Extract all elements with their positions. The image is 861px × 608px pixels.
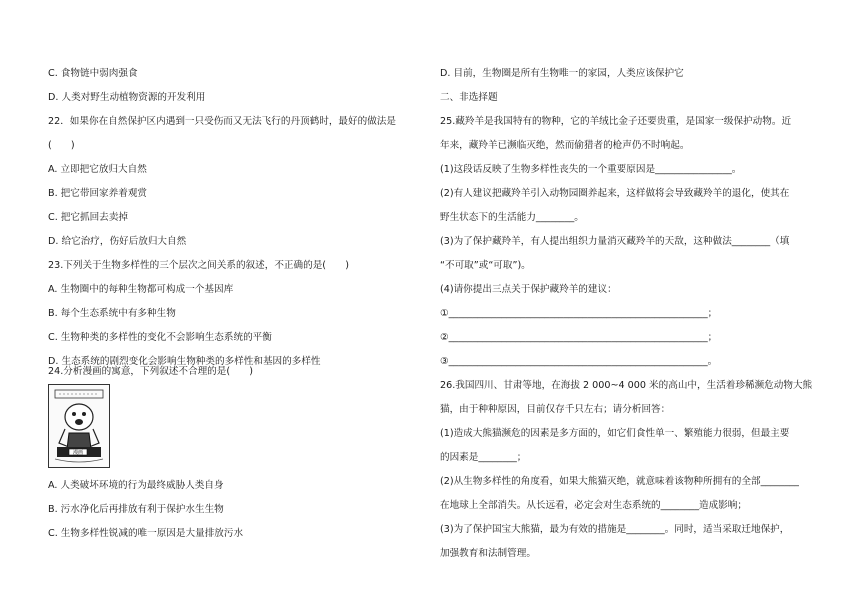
q22-option-b: B. 把它带回家养着观赏 <box>48 188 148 199</box>
q23-option-c: C. 生物种类的多样性的变化不会影响生态系统的平衡 <box>48 332 272 343</box>
q26-part1-line2: 的因素是________； <box>440 452 527 463</box>
comic-drawing <box>49 385 109 467</box>
q25-part3-line1: (3)为了保护藏羚羊，有人提出组织力量消灭藏羚羊的天敌，这种做法________（填 <box>440 236 790 247</box>
q26-part3-line2: 加强教育和法制管理。 <box>440 548 536 559</box>
section-heading: 二、非选择题 <box>440 92 498 103</box>
q23-option-d: D. 生态系统的剧烈变化会影响生物种类的多样性和基因的多样性 <box>48 356 321 367</box>
q25-part2-line2: 野生状态下的生活能力________。 <box>440 212 584 223</box>
comic-label: 漫画 <box>72 450 84 456</box>
q24-option-a: A. 人类破坏环境的行为最终威胁人类自身 <box>48 480 224 491</box>
q26-part2-line2: 在地球上全部消失。从长远看，必定会对生态系统的________造成影响； <box>440 500 747 511</box>
q26-part2-line1: (2)从生物多样性的角度看，如果大熊猫灭绝，就意味着该物种所拥有的全部________ <box>440 476 799 487</box>
q25-part1: (1)这段话反映了生物多样性丧失的一个重要原因是________________。 <box>440 164 742 175</box>
q26-part3-line1: (3)为了保护国宝大熊猫，最为有效的措施是________。同时，适当采取迁地保护， <box>440 524 790 535</box>
q22-stem: 22．如果你在自然保护区内遇到一只受伤而又无法飞行的丹顶鹤时，最好的做法是 <box>48 116 396 127</box>
q21-option-c: C. 食物链中弱肉强食 <box>48 68 138 79</box>
q22-option-a: A. 立即把它放归大自然 <box>48 164 147 175</box>
q22-paren: ( ) <box>48 140 75 151</box>
q26-passage-line1: 26.我国四川、甘肃等地，在海拔 2 000~4 000 米的高山中，生活着珍稀濒危动物大熊 <box>440 380 813 391</box>
q25-suggestion-1: ①______________________________________________________； <box>440 308 718 319</box>
q23-option-b: B. 每个生态系统中有多种生物 <box>48 308 176 319</box>
q23-stem: 23.下列关于生物多样性的三个层次之间关系的叙述，不正确的是( ) <box>48 260 349 271</box>
q25-suggestion-2: ②______________________________________________________； <box>440 332 718 343</box>
q25-suggestion-3: ③______________________________________________________。 <box>440 356 718 367</box>
q23-option-a: A. 生物圈中的每种生物都可构成一个基因库 <box>48 284 234 295</box>
q24-option-d: D. 目前，生物圈是所有生物唯一的家园，人类应该保护它 <box>440 68 684 79</box>
q25-part4: (4)请你提出三点关于保护藏羚羊的建议： <box>440 284 617 295</box>
comic-image <box>48 384 110 468</box>
q25-passage-line1: 25.藏羚羊是我国特有的物种，它的羊绒比金子还要贵重，是国家一级保护动物。近 <box>440 116 792 127</box>
q25-passage-line2: 年来，藏羚羊已濒临灭绝，然而偷猎者的枪声仍不时响起。 <box>440 140 690 151</box>
q24-stem: 24.分析漫画的寓意，下列叙述不合理的是( ) <box>48 366 254 377</box>
q21-option-d: D. 人类对野生动植物资源的开发利用 <box>48 92 206 103</box>
q22-option-c: C. 把它抓回去卖掉 <box>48 212 128 223</box>
q25-part2-line1: (2)有人建议把藏羚羊引入动物园圈养起来，这样做将会导致藏羚羊的退化，使其在 <box>440 188 790 199</box>
q24-option-b: B. 污水净化后再排放有利于保护水生生物 <box>48 504 224 515</box>
q25-part3-line2: “不可取”或“可取”)。 <box>440 260 531 271</box>
q24-option-c: C. 生物多样性锐减的唯一原因是大量排放污水 <box>48 528 244 539</box>
q22-option-d: D. 给它治疗，伤好后放归大自然 <box>48 236 187 247</box>
q26-passage-line2: 猫，由于种种原因，目前仅存千只左右；请分析回答： <box>440 404 671 415</box>
q26-part1-line1: (1)造成大熊猫濒危的因素是多方面的，如它们食性单一、繁殖能力很弱，但最主要 <box>440 428 790 439</box>
